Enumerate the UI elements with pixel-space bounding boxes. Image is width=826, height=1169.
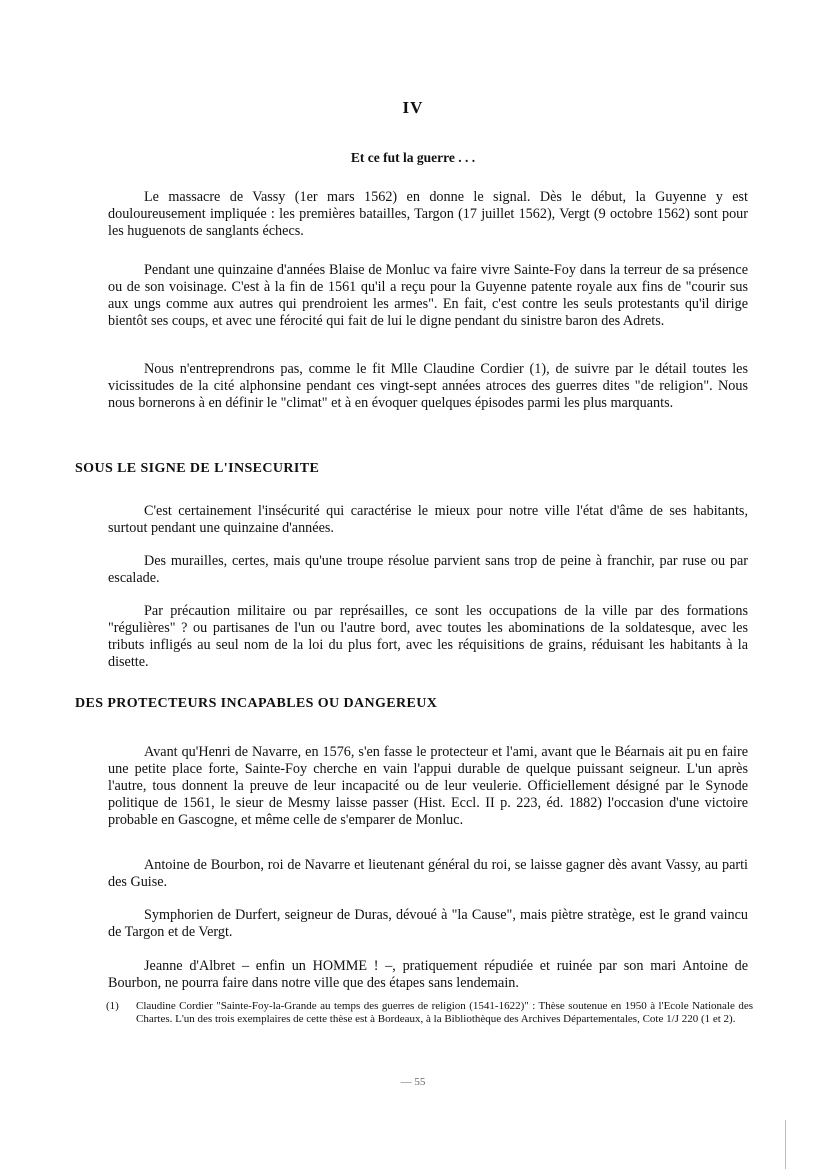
chapter-title: Et ce fut la guerre . . . — [350, 150, 476, 165]
scan-edge-mark — [785, 1120, 826, 1169]
footnote-marker: (1) — [106, 1000, 119, 1012]
paragraph-8: Antoine de Bourbon, roi de Navarre et lieutenant général du roi, se laisse gagner dès avant Vassy, au parti des Guise. — [108, 857, 748, 890]
paragraph-7: Avant qu'Henri de Navarre, en 1576, s'en fasse le protecteur et l'ami, avant que le Béarnais ait pu en faire une petite place forte, Sainte-Foy cherche en vain l'appui durable de quelque puissant seigneur. L'un après l'autre, tous donnent la preuve de leur incapacité ou de leur veulerie. Officiellement désigné par le Synode politique de 1561, le sieur de Mesmy laisse passer (Hist. Eccl. II p. 223, éd. 1882) l'occasion d'une victoire probable en Gascogne, et même celle de s'emparer de Monluc. — [108, 744, 748, 828]
paragraph-2: Pendant une quinzaine d'années Blaise de Monluc va faire vivre Sainte-Foy dans la terreur de sa présence ou de son voisinage. C'est à la fin de 1561 qu'il a reçu pour la Guyenne patente royale aux fins de "courir sus aux ungs comme aux autres qui prendroient les armes". En fait, c'est contre les seuls protestants qu'il dirige bientôt ses coups, et avec une férocité qui fait de lui le digne pendant du sinistre baron des Adrets. — [108, 262, 748, 329]
paragraph-5: Des murailles, certes, mais qu'une troupe résolue parvient sans trop de peine à franchir, par ruse ou par escalade. — [108, 553, 748, 586]
footnote — [108, 1000, 753, 1026]
paragraph-4: C'est certainement l'insécurité qui caractérise le mieux pour notre ville l'état d'âme de ses habitants, surtout pendant une quinzaine d'années. — [108, 503, 748, 536]
paragraph-3: Nous n'entreprendrons pas, comme le fit Mlle Claudine Cordier (1), de suivre par le détail toutes les vicissitudes de la cité alphonsine pendant ces vingt-sept années atroces des guerres dites "de religion". Nous nous bornerons à en définir le "climat" et à en évoquer quelques épisodes parmi les plus marquants. — [108, 361, 748, 411]
paragraph-10: Jeanne d'Albret – enfin un HOMME ! –, pratiquement répudiée et ruinée par son mari Antoine de Bourbon, ne pourra faire dans notre ville que des étapes sans lendemain. — [108, 958, 748, 991]
footnote-text: Claudine Cordier "Sainte-Foy-la-Grande au temps des guerres de religion (1541-1622)" : Thèse soutenue en 1950 à l'Ecole Nationale des Chartes. L'un des trois exemplaires de cette thèse est à Bordeaux, à la Bibliothèque des Archives Départementales, Cote 1/J 220 (1 et 2). — [136, 1000, 753, 1025]
section-heading-protectors: DES PROTECTEURS INCAPABLES OU DANGEREUX — [75, 696, 438, 711]
chapter-number: IV — [402, 98, 424, 117]
paragraph-6: Par précaution militaire ou par représailles, ce sont les occupations de la ville par des formations "régulières" ? ou partisanes de l'un ou l'autre bord, avec toutes les abominations de la soldatesque, avec les tributs infligés au seul nom de la loi du plus fort, avec les réquisitions de grains, réduisant les habitants à la disette. — [108, 603, 748, 670]
paragraph-1: Le massacre de Vassy (1er mars 1562) en donne le signal. Dès le début, la Guyenne y est douloureusement impliquée : les premières batailles, Targon (17 juillet 1562), Vergt (9 octobre 1562) sont pour les huguenots de sanglants échecs. — [108, 189, 748, 239]
section-heading-insecurity: SOUS LE SIGNE DE L'INSECURITE — [75, 461, 320, 476]
paragraph-9: Symphorien de Durfert, seigneur de Duras, dévoué à "la Cause", mais piètre stratège, est le grand vaincu de Targon et de Vergt. — [108, 907, 748, 940]
page-number: — 55 — [400, 1076, 426, 1088]
